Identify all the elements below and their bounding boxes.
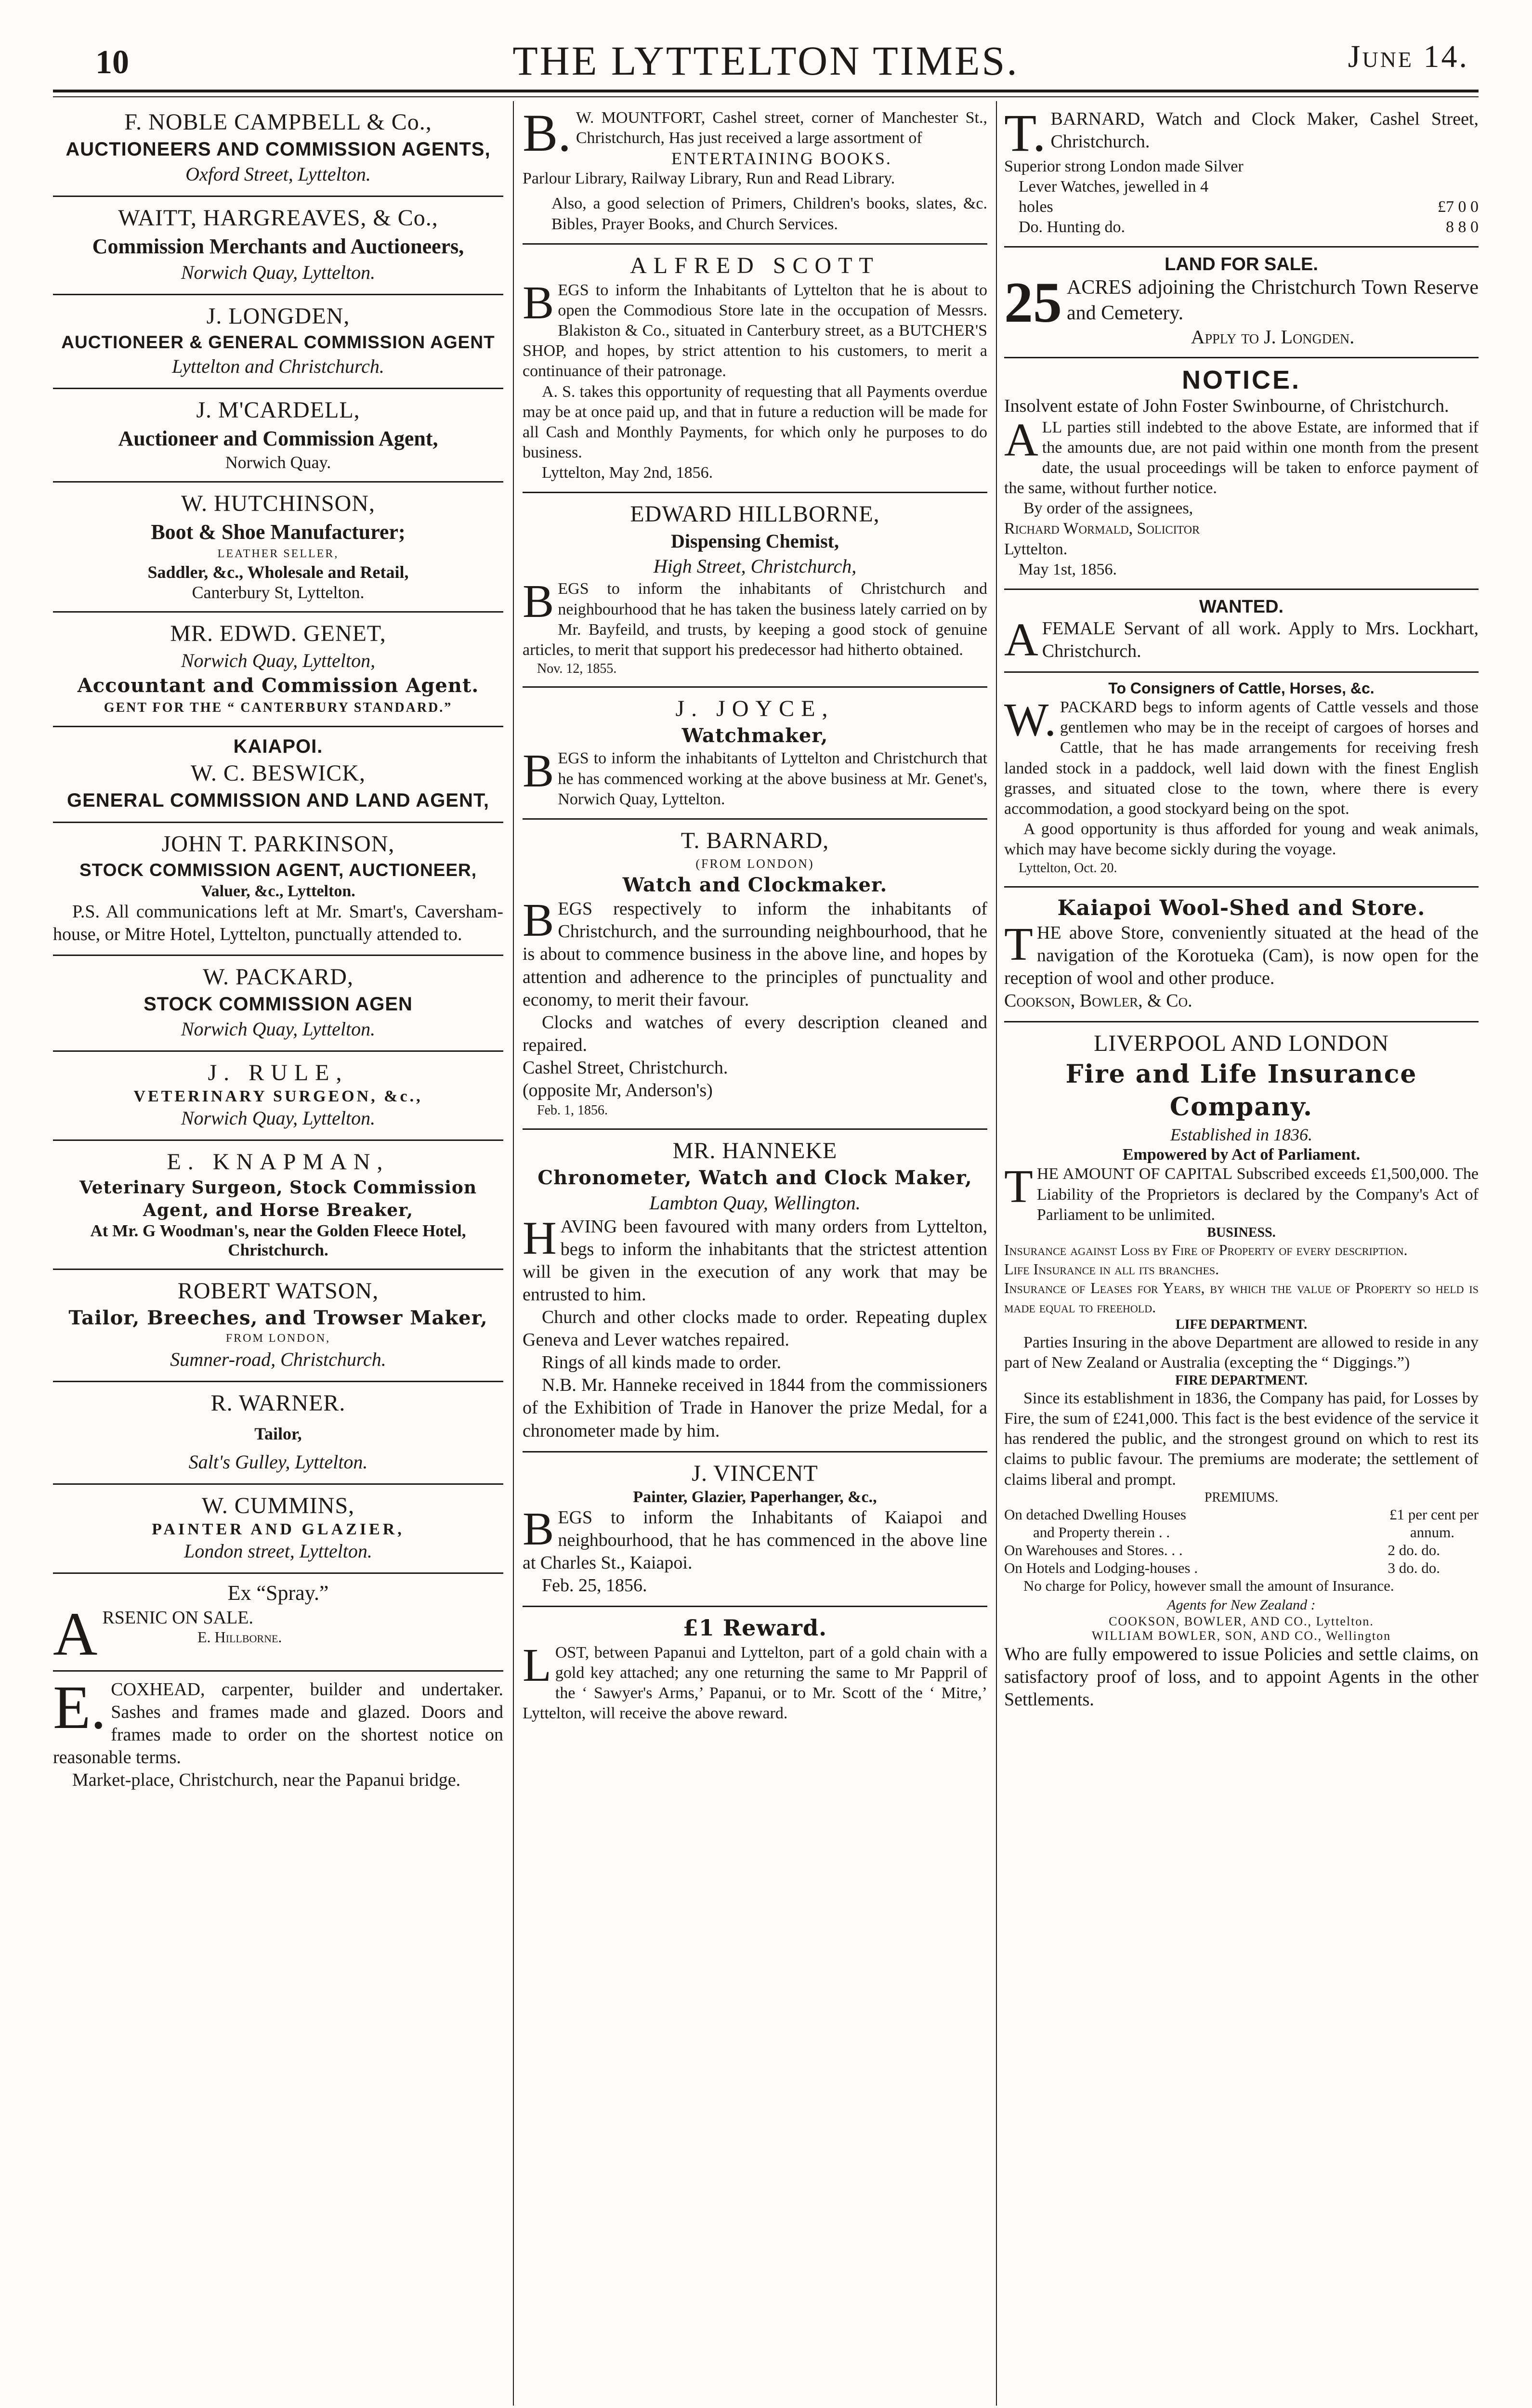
- drop-cap: 25: [1004, 270, 1062, 335]
- ad-rule: [53, 1052, 503, 1141]
- ad-role: GENERAL COMMISSION AND LAND AGENT,: [67, 790, 489, 811]
- ad-body: Parties Insuring in the above Department are allowed to reside in any part of New Zealand or Australia (excepting the “ Diggings.”): [1004, 1333, 1479, 1372]
- ad-body: FEMALE Servant of all work. Apply to Mrs. Lockhart, Christchurch.: [1042, 618, 1479, 662]
- price-label: Do. Hunting do.: [1019, 218, 1125, 236]
- header-rule: [53, 90, 1479, 92]
- premium-row: [1004, 1523, 1479, 1541]
- ad-date: Lyttelton, May 2nd, 1856.: [542, 464, 713, 482]
- ad-sign: Lyttelton.: [1004, 540, 1068, 558]
- ad-body: Market-place, Christchurch, near the Papanui bridge.: [72, 1770, 461, 1790]
- ad-genet: [53, 613, 503, 727]
- premium-value: annum.: [1410, 1523, 1454, 1541]
- ad-body: EGS to inform the inhabitants of Christchurch and neighbourhood that he has taken the business lately carried on by Mr. Bayfeild, and trusts, by keeping a good stock of genuine articles, to merit that support his predecessor had hitherto obtained.: [523, 580, 987, 659]
- drop-cap: B.: [523, 104, 571, 162]
- ad-role: Chronometer, Watch and Clock Maker,: [537, 1166, 972, 1189]
- ad-name: J. RULE,: [208, 1060, 349, 1086]
- ad-barnard-watches: [1004, 101, 1479, 248]
- ad-address: At Mr. G Woodman's, near the Golden Fleece Hotel, Christchurch.: [90, 1221, 466, 1260]
- ad-parkinson: [53, 823, 503, 955]
- ad-name: MR. EDWD. GENET,: [170, 621, 386, 647]
- ad-place: KAIAPOI.: [233, 736, 323, 758]
- ad-name: R. WARNER.: [210, 1390, 346, 1416]
- premium-label: On detached Dwelling Houses: [1004, 1505, 1186, 1523]
- drop-cap: B: [523, 745, 554, 798]
- section-heading: LIFE DEPARTMENT.: [1175, 1317, 1308, 1332]
- ad-name: J. M'CARDELL,: [196, 397, 360, 423]
- ad-name: ALFRED SCOTT: [630, 252, 880, 278]
- page-number: 10: [95, 44, 129, 81]
- ad-apply: Apply to J. Longden.: [1191, 326, 1355, 348]
- column-rule: [996, 101, 997, 2406]
- drop-cap: B: [523, 1503, 554, 1555]
- ad-vincent: [523, 1453, 987, 1607]
- ad-role: Boot & Shoe Manufacturer;: [151, 520, 406, 544]
- ad-body: RSENIC ON SALE.: [102, 1607, 253, 1628]
- ad-name: W. PACKARD,: [203, 964, 354, 990]
- ad-line: Saddler, &c., Wholesale and Retail,: [147, 563, 409, 582]
- ad-name: J. JOYCE,: [675, 696, 835, 722]
- price-row: [1004, 217, 1479, 237]
- ad-notice: [1004, 358, 1479, 590]
- ad-warner: [53, 1382, 503, 1485]
- ad-sign: Richard Wormald, Solicitor: [1004, 520, 1200, 538]
- ad-body: Lever Watches, jewelled in 4: [1019, 177, 1209, 196]
- price-row: [1004, 197, 1479, 217]
- ad-hillborne: [523, 493, 987, 688]
- ad-name: MR. HANNEKE: [672, 1138, 838, 1164]
- ad-title: £1 Reward.: [682, 1615, 827, 1641]
- ad-body: Parlour Library, Railway Library, Run and Read Library.: [523, 170, 895, 188]
- ad-packard-cattle: [1004, 673, 1479, 888]
- ad-address: Oxford Street, Lyttelton.: [185, 163, 371, 185]
- ad-body: P.S. All communications left at Mr. Smart's, Caversham-house, or Mitre Hotel, Lyttelton, punctually attended to.: [53, 901, 503, 944]
- ad-sign: E. Hillborne.: [197, 1628, 282, 1646]
- drop-cap: B: [523, 894, 554, 947]
- ad-role: Tailor,: [254, 1424, 302, 1443]
- ad-line: LEATHER SELLER,: [217, 547, 339, 560]
- ad-body: Who are fully empowered to issue Policies and settle claims, on satisfactory proof of loss, and to appoint Agents in the other Settlements.: [1004, 1644, 1479, 1710]
- ad-address: Salt's Gulley, Lyttelton.: [188, 1451, 368, 1473]
- ad-body: EGS respectively to inform the inhabitants of Christchurch, and the surrounding neighbourhood, that he is about to commence business in the above line, and hopes by attention and adherence to the principles of punctuality and economy, to merit their favour.: [523, 899, 987, 1010]
- ad-role: STOCK COMMISSION AGENT, AUCTIONEER,: [79, 860, 477, 880]
- ad-address: High Street, Christchurch,: [653, 555, 857, 577]
- ad-title: To Consigners of Cattle, Horses, &c.: [1108, 680, 1375, 697]
- column-2: [523, 101, 987, 2408]
- ad-body: Superior strong London made Silver: [1004, 157, 1244, 175]
- ad-agents: Agents for New Zealand :: [1167, 1597, 1316, 1613]
- drop-cap: E.: [53, 1673, 106, 1741]
- drop-cap: A: [1004, 414, 1038, 466]
- ad-role: Veterinary Surgeon, Stock Commission Agent, and Horse Breaker,: [79, 1177, 477, 1220]
- ad-name: W. CUMMINS,: [201, 1492, 355, 1518]
- ad-heading: ENTERTAINING BOOKS.: [671, 149, 892, 169]
- ad-beswick: [53, 727, 503, 823]
- ad-name: E. KNAPMAN,: [167, 1149, 390, 1175]
- premium-row: [1004, 1541, 1479, 1559]
- ad-name: W. HUTCHINSON,: [181, 491, 375, 517]
- ad-title: NOTICE.: [1181, 365, 1301, 394]
- premium-value: £1 per cent per: [1389, 1505, 1479, 1523]
- ad-subtitle: Insolvent estate of John Foster Swinbourne, of Christchurch.: [1004, 395, 1449, 416]
- ad-address: Sumner-road, Christchurch.: [170, 1348, 386, 1370]
- premium-label: On Hotels and Lodging-houses .: [1004, 1559, 1198, 1577]
- ad-insurance: [1004, 1022, 1479, 1720]
- section-heading: BUSINESS.: [1207, 1225, 1276, 1240]
- ad-body: Rings of all kinds made to order.: [542, 1352, 782, 1373]
- header-rule-thin: [53, 96, 1479, 97]
- ad-spray: [53, 1574, 503, 1672]
- ad-wanted: [1004, 590, 1479, 673]
- ad-agent: WILLIAM BOWLER, SON, AND CO., Wellington: [1091, 1628, 1391, 1643]
- ad-body: LL parties still indebted to the above Estate, are informed that if the amounts due, are not paid within one month from the present date, the usual proceedings will be taken to enforce payment of the same, without further notice.: [1004, 418, 1479, 497]
- ad-name: WAITT, HARGREAVES, & Co.,: [118, 205, 438, 231]
- ad-body: AVING been favoured with many orders from Lyttelton, begs to inform the inhabitants that the strictest attention will be given in the execution of any work that may be entrusted to him.: [523, 1216, 987, 1305]
- ad-mountfort: [523, 101, 987, 245]
- ad-date: Feb. 1, 1856.: [537, 1103, 608, 1118]
- price-value: 8 8 0: [1446, 218, 1479, 236]
- ad-address: Norwich Quay, Lyttelton,: [181, 650, 376, 672]
- ad-date: Feb. 25, 1856.: [542, 1575, 647, 1596]
- ad-mccardell: [53, 389, 503, 483]
- ad-title: LAND FOR SALE.: [1165, 254, 1318, 275]
- premium-value: 2 do. do.: [1388, 1542, 1440, 1559]
- column-3: [1004, 101, 1479, 2408]
- page-header: [53, 32, 1479, 85]
- ad-act: Empowered by Act of Parliament.: [1122, 1146, 1361, 1164]
- ad-watson: [53, 1270, 503, 1382]
- drop-cap: T: [1004, 918, 1033, 970]
- ad-role: AUCTIONEERS AND COMMISSION AGENTS,: [65, 139, 491, 160]
- ad-name: EDWARD HILLBORNE,: [630, 501, 880, 527]
- drop-cap: L: [523, 1639, 551, 1691]
- ad-address: Norwich Quay.: [225, 453, 331, 472]
- ad-kaiapoi-store: [1004, 888, 1479, 1023]
- ad-knapman: [53, 1141, 503, 1270]
- column-1: [53, 101, 503, 2408]
- drop-cap: B: [523, 576, 554, 628]
- ad-barnard: [523, 820, 987, 1130]
- ad-body: N.B. Mr. Hanneke received in 1844 from the commissioners of the Exhibition of Trade in Hanover the prize Medal, for a chronometer made by him.: [523, 1375, 987, 1441]
- masthead-title: THE LYTTELTON TIMES.: [512, 38, 1019, 84]
- ad-body: Insurance of Leases for Years, by which the value of Property so held is made equal to freehold.: [1004, 1279, 1479, 1316]
- ad-line: Valuer, &c., Lyttelton.: [201, 882, 355, 900]
- drop-cap: A: [1004, 614, 1038, 666]
- ad-coxhead: [53, 1672, 503, 1801]
- ad-name: ROBERT WATSON,: [177, 1278, 379, 1304]
- price-label: holes: [1019, 198, 1053, 216]
- ad-body: Life Insurance in all its branches.: [1004, 1260, 1219, 1278]
- section-heading: PREMIUMS.: [1204, 1490, 1279, 1505]
- ad-name: W. C. BESWICK,: [191, 760, 366, 786]
- premium-label: and Property therein . .: [1033, 1523, 1170, 1541]
- drop-cap: T: [1004, 1161, 1033, 1213]
- ad-body: OST, between Papanui and Lyttelton, part of a gold chain with a gold key attached; any one returning the same to Mr Pappril of the ‘ Sawyer's Arms,’ Papanui, or to Mr. Scott of the ‘ Mitre,’ Lyttelton, will receive the above reward.: [523, 1643, 987, 1723]
- ad-body: Church and other clocks made to order. Repeating duplex Geneva and Lever watches repaired.: [523, 1307, 987, 1350]
- ad-role: Accountant and Commission Agent.: [77, 674, 479, 697]
- ad-hutchinson: [53, 483, 503, 613]
- ad-body: COXHEAD, carpenter, builder and undertaker. Sashes and frames made and glazed. Doors and frames made to order on the shortest notice on reasonable terms.: [53, 1679, 503, 1767]
- drop-cap: T.: [1004, 104, 1046, 162]
- premium-row: [1004, 1559, 1479, 1577]
- ad-date: Nov. 12, 1855.: [537, 661, 617, 676]
- drop-cap: A: [53, 1599, 98, 1668]
- ad-address: Canterbury St, Lyttelton.: [192, 583, 365, 602]
- drop-cap: H: [523, 1212, 557, 1264]
- ad-longden: [53, 295, 503, 389]
- ad-role: Tailor, Breeches, and Trowser Maker,: [68, 1307, 488, 1330]
- price-value: £7 0 0: [1438, 198, 1479, 216]
- ad-role: Painter, Glazier, Paperhanger, &c.,: [633, 1488, 877, 1506]
- ad-body: Insurance against Loss by Fire of Property of every description.: [1004, 1241, 1408, 1258]
- ad-title: Ex “Spray.”: [227, 1581, 329, 1605]
- ad-date: Lyttelton, Oct. 20.: [1019, 861, 1117, 876]
- ad-body: Since its establishment in 1836, the Company has paid, for Losses by Fire, the sum of £241,000. This fact is the best evidence of the service it has rendered the public, and the strongest ground on which to rest its claims to public favour. The premiums are moderate; the settlement of claims liberal and prompt.: [1004, 1389, 1479, 1489]
- ad-body: HE above Store, conveniently situated at the head of the navigation of the Korotueka (Cam), is now open for the reception of wool and other produce.: [1004, 922, 1479, 989]
- ad-title: Kaiapoi Wool-Shed and Store.: [1057, 895, 1426, 920]
- ad-note: GENT FOR THE “ CANTERBURY STANDARD.”: [104, 700, 453, 716]
- ad-body: HE AMOUNT OF CAPITAL Subscribed exceeds £1,500,000. The Liability of the Proprietors is declared by the Company's Act of Parliament to be unlimited.: [1036, 1165, 1479, 1224]
- ad-address: Norwich Quay, Lyttelton.: [181, 1018, 376, 1040]
- ad-packard: [53, 956, 503, 1052]
- ad-name: J. LONGDEN,: [206, 303, 350, 329]
- ad-address: Lambton Quay, Wellington.: [649, 1191, 861, 1214]
- ad-land-for-sale: [1004, 248, 1479, 358]
- ad-role: Commission Merchants and Auctioneers,: [92, 235, 464, 258]
- ad-address: Lyttelton and Christchurch.: [172, 355, 384, 378]
- ad-scott: [523, 245, 987, 494]
- column-rule: [513, 101, 514, 2406]
- ad-sign: Cookson, Bowler, & Co.: [1004, 991, 1192, 1011]
- ad-hanneke: [523, 1130, 987, 1453]
- ad-body: PACKARD begs to inform agents of Cattle vessels and those gentlemen who may be in the receipt of cargoes of horses and Cattle, that he has made arrangements for receiving fresh landed stock in a paddock, well laid down with the finest English grasses, and situated close to the town, where there is every accommodation, a good stockyard being on the spot.: [1004, 698, 1479, 818]
- ad-reward: [523, 1607, 987, 1732]
- ad-body: EGS to inform the Inhabitants of Kaiapoi and neighbourhood, that he has commenced in the above line at Charles St., Kaiapoi.: [523, 1507, 987, 1573]
- ad-line: FROM LONDON,: [225, 1332, 331, 1345]
- ad-name: J. VINCENT: [692, 1460, 818, 1486]
- premium-value: 3 do. do.: [1388, 1559, 1440, 1577]
- ad-title: WANTED.: [1199, 596, 1284, 617]
- ad-body: EGS to inform the inhabitants of Lyttelton and Christchurch that he has commenced working at the above business at Mr. Genet's, Norwich Quay, Lyttelton.: [558, 749, 987, 808]
- ad-body: No charge for Policy, however small the amount of Insurance.: [1023, 1577, 1394, 1595]
- issue-date: June 14.: [1348, 39, 1469, 74]
- ad-body: BARNARD, Watch and Clock Maker, Cashel Street, Christchurch.: [1050, 109, 1479, 152]
- ad-body: W. MOUNTFORT, Cashel street, corner of Manchester St., Christchurch, Has just received a large assortment of: [576, 109, 987, 147]
- ad-address: Norwich Quay, Lyttelton.: [181, 262, 376, 284]
- ad-joyce: [523, 688, 987, 819]
- ad-date: May 1st, 1856.: [1019, 560, 1117, 578]
- ad-role: Auctioneer and Commission Agent,: [118, 427, 438, 451]
- ad-role: Watchmaker,: [681, 724, 828, 747]
- ad-address: (opposite Mr, Anderson's): [523, 1080, 713, 1101]
- ad-body: Also, a good selection of Primers, Children's books, slates, &c. Bibles, Prayer Books, and Church Services.: [551, 195, 987, 233]
- ad-address: Norwich Quay, Lyttelton.: [181, 1107, 376, 1129]
- ad-waitt: [53, 197, 503, 295]
- ad-campbell: [53, 101, 503, 197]
- ad-established: Established in 1836.: [1170, 1125, 1312, 1144]
- ad-role: STOCK COMMISSION AGEN: [144, 993, 413, 1015]
- ad-name: T. BARNARD,: [681, 827, 829, 853]
- ad-cummins: [53, 1485, 503, 1574]
- ad-line: (FROM LONDON): [695, 856, 814, 871]
- ad-title: LIVERPOOL AND LONDON: [1094, 1031, 1389, 1057]
- drop-cap: B: [523, 276, 554, 329]
- section-heading: FIRE DEPARTMENT.: [1175, 1373, 1308, 1388]
- ad-address: Cashel Street, Christchurch.: [523, 1057, 728, 1078]
- ad-address: London street, Lyttelton.: [184, 1540, 372, 1562]
- premium-row: [1004, 1505, 1479, 1523]
- ad-body: Clocks and watches of every description cleaned and repaired.: [523, 1012, 987, 1055]
- ad-name: F. NOBLE CAMPBELL & Co.,: [124, 109, 432, 135]
- ad-body: A. S. takes this opportunity of requesting that all Payments overdue may be at once paid up, and that in future a reduction will be made for all Cash and Monthly Payments, for which only he purposes to do business.: [523, 382, 987, 462]
- premium-label: On Warehouses and Stores. . .: [1004, 1542, 1183, 1559]
- ad-name: JOHN T. PARKINSON,: [161, 831, 395, 857]
- ad-body: A good opportunity is thus afforded for young and weak animals, which may have become sickly during the voyage.: [1004, 820, 1479, 859]
- ad-role: Dispensing Chemist,: [671, 530, 839, 552]
- ad-role: AUCTIONEER & GENERAL COMMISSION AGENT: [61, 332, 495, 353]
- ad-body: EGS to inform the Inhabitants of Lyttelton that he is about to open the Commodious Store late in the occupation of Messrs. Blakiston & Co., situated in Canterbury street, as a BUTCHER'S SHOP, and hopes, by strict attention to his customers, to merit a continuance of their patronage.: [523, 281, 987, 380]
- ad-role: PAINTER AND GLAZIER,: [152, 1520, 405, 1538]
- ad-role: VETERINARY SURGEON, &c.,: [133, 1087, 423, 1105]
- ad-agent: COOKSON, BOWLER, AND CO., Lyttelton.: [1109, 1614, 1374, 1628]
- ad-order: By order of the assignees,: [1023, 499, 1193, 518]
- ad-body: ACRES adjoining the Christchurch Town Reserve and Cemetery.: [1067, 276, 1479, 324]
- ad-title: Fire and Life Insurance Company.: [1065, 1060, 1417, 1122]
- ad-role: Watch and Clockmaker.: [622, 874, 888, 897]
- drop-cap: W.: [1004, 694, 1057, 746]
